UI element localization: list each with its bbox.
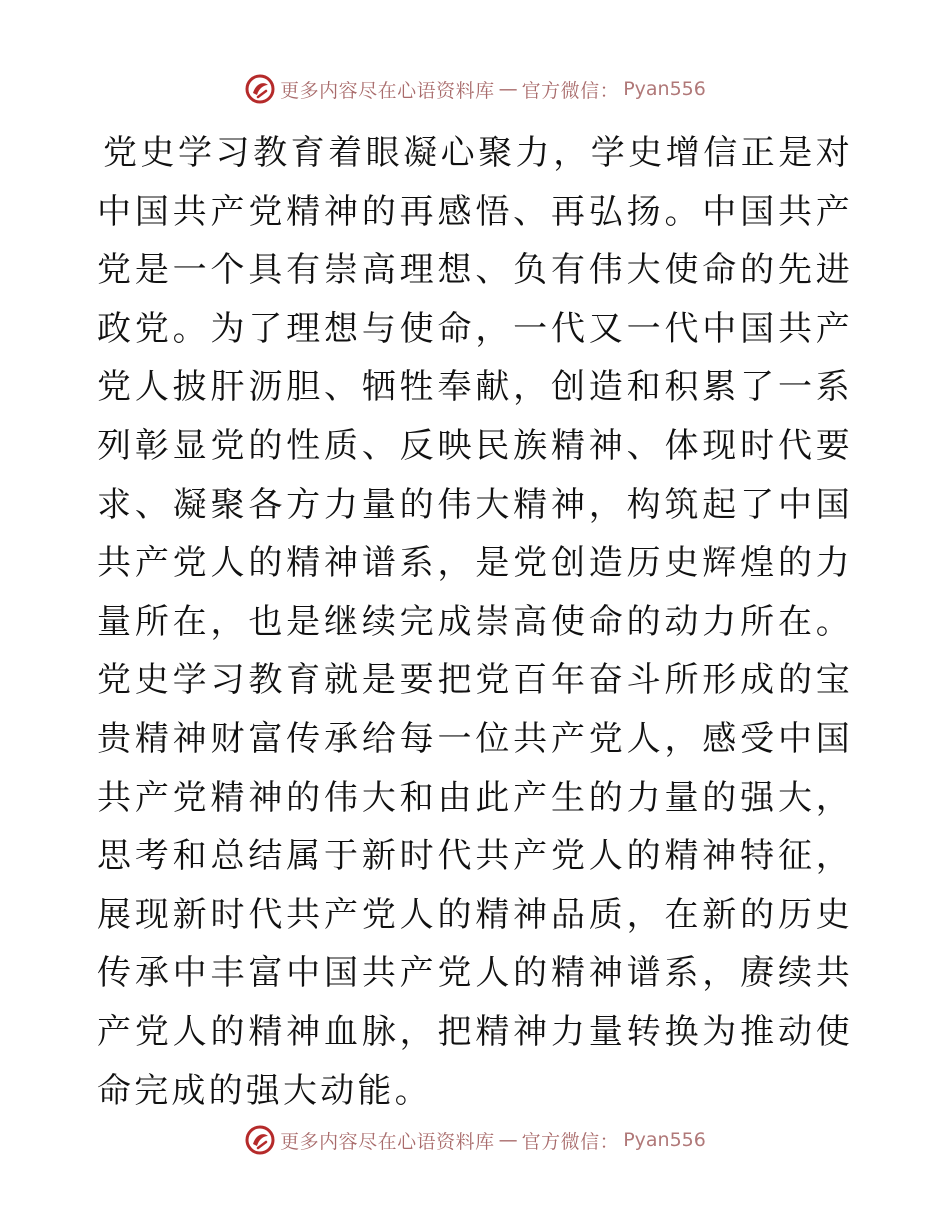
banner-text: 更多内容尽在心语资料库 [280,1130,495,1153]
red-swirl-logo-icon [244,73,276,105]
red-swirl-logo-icon [244,1124,276,1156]
wechat-id: Pyan556 [623,78,706,100]
banner-separator: — [498,1129,518,1151]
banner-separator: — [498,78,518,100]
footer-banner [0,1124,950,1156]
banner-text: 更多内容尽在心语资料库 [280,79,495,102]
header-banner [0,73,950,105]
main-paragraph: 党史学习教育着眼凝心聚力，学史增信正是对中国共产党精神的再感悟、再弘扬。中国共产党是一个具有崇高理想、负有伟大使命的先进政党。为了理想与使命，一代又一代中国共产党人披肝沥胆、牺牲奉献，创造和积累了一系列彰显党的性质、反映民族精神、体现时代要求、凝聚各方力量的伟大精神，构筑起了中国共产党人的精神谱系，是党创造历史辉煌的力量所在，也是继续完成崇高使命的动力所在。党史学习教育就是要把党百年奋斗所形成的宝贵精神财富传承给每一位共产党人，感受中国共产党精神的伟大和由此产生的力量的强大，思考和总结属于新时代共产党人的精神特征，展现新时代共产党人的精神品质，在新的历史传承中丰富中国共产党人的精神谱系，赓续共产党人的精神血脉，把精神力量转换为推动使命完成的强大动能。 [97,133,853,1111]
wechat-label: 官方微信： [521,79,620,102]
wechat-id: Pyan556 [623,1129,706,1151]
wechat-label: 官方微信： [521,1130,620,1153]
